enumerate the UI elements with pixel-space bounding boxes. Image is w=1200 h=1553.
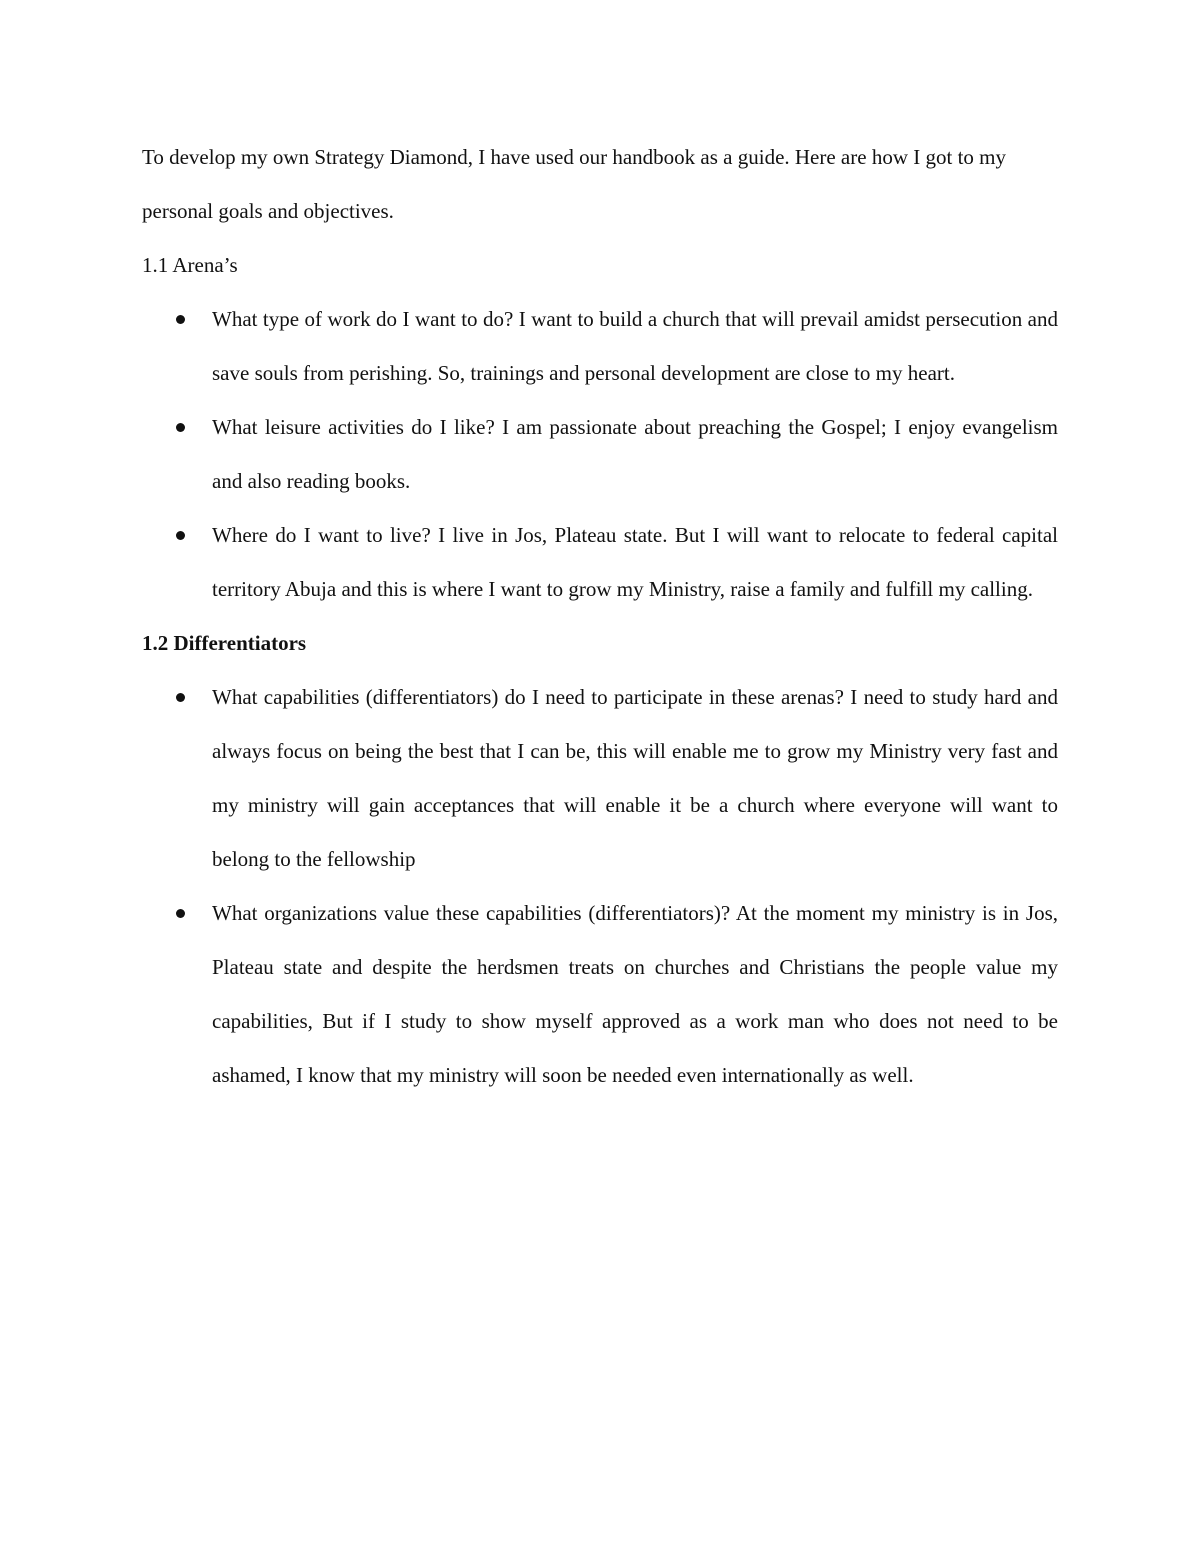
section-heading-arenas: 1.1 Arena’s	[142, 253, 238, 277]
list-item	[142, 292, 1058, 400]
list-item-text: What organizations value these capabilities (differentiators)? At the moment my ministry is in Jos, Plateau state and despite the herdsmen treats on churches and Christians the people value my capabilities, But if I study to show myself approved as a work man who does not need to be ashamed, I know that my ministry will soon be needed even internationally as well.	[212, 901, 1058, 1087]
list-item-text: Where do I want to live? I live in Jos, Plateau state. But I will want to relocate to federal capital territory Abuja and this is where I want to grow my Ministry, raise a family and fulfill my calling.	[212, 523, 1058, 601]
list-item	[142, 670, 1058, 886]
list-item-text: What type of work do I want to do? I want to build a church that will prevail amidst persecution and save souls from perishing. So, trainings and personal development are close to my heart.	[212, 307, 1058, 385]
list-item-text: What leisure activities do I like? I am passionate about preaching the Gospel; I enjoy evangelism and also reading books.	[212, 415, 1058, 493]
intro-paragraph: To develop my own Strategy Diamond, I have used our handbook as a guide. Here are how I got to my personal goals and objectives.	[142, 145, 1006, 223]
section-heading-differentiators: 1.2 Differentiators	[142, 631, 307, 655]
arenas-bullet-list	[142, 292, 1058, 616]
differentiators-bullet-list	[142, 670, 1058, 1102]
bullet-icon	[176, 531, 185, 540]
bullet-icon	[176, 693, 185, 702]
list-item-text: What capabilities (differentiators) do I need to participate in these arenas? I need to study hard and always focus on being the best that I can be, this will enable me to grow my Ministry very fast and my ministry will gain acceptances that will enable it be a church where everyone will want to belong to the fellowship	[212, 685, 1058, 871]
list-item	[142, 508, 1058, 616]
bullet-icon	[176, 315, 185, 324]
document-body	[142, 130, 1058, 1102]
bullet-icon	[176, 909, 185, 918]
list-item	[142, 886, 1058, 1102]
list-item	[142, 400, 1058, 508]
bullet-icon	[176, 423, 185, 432]
